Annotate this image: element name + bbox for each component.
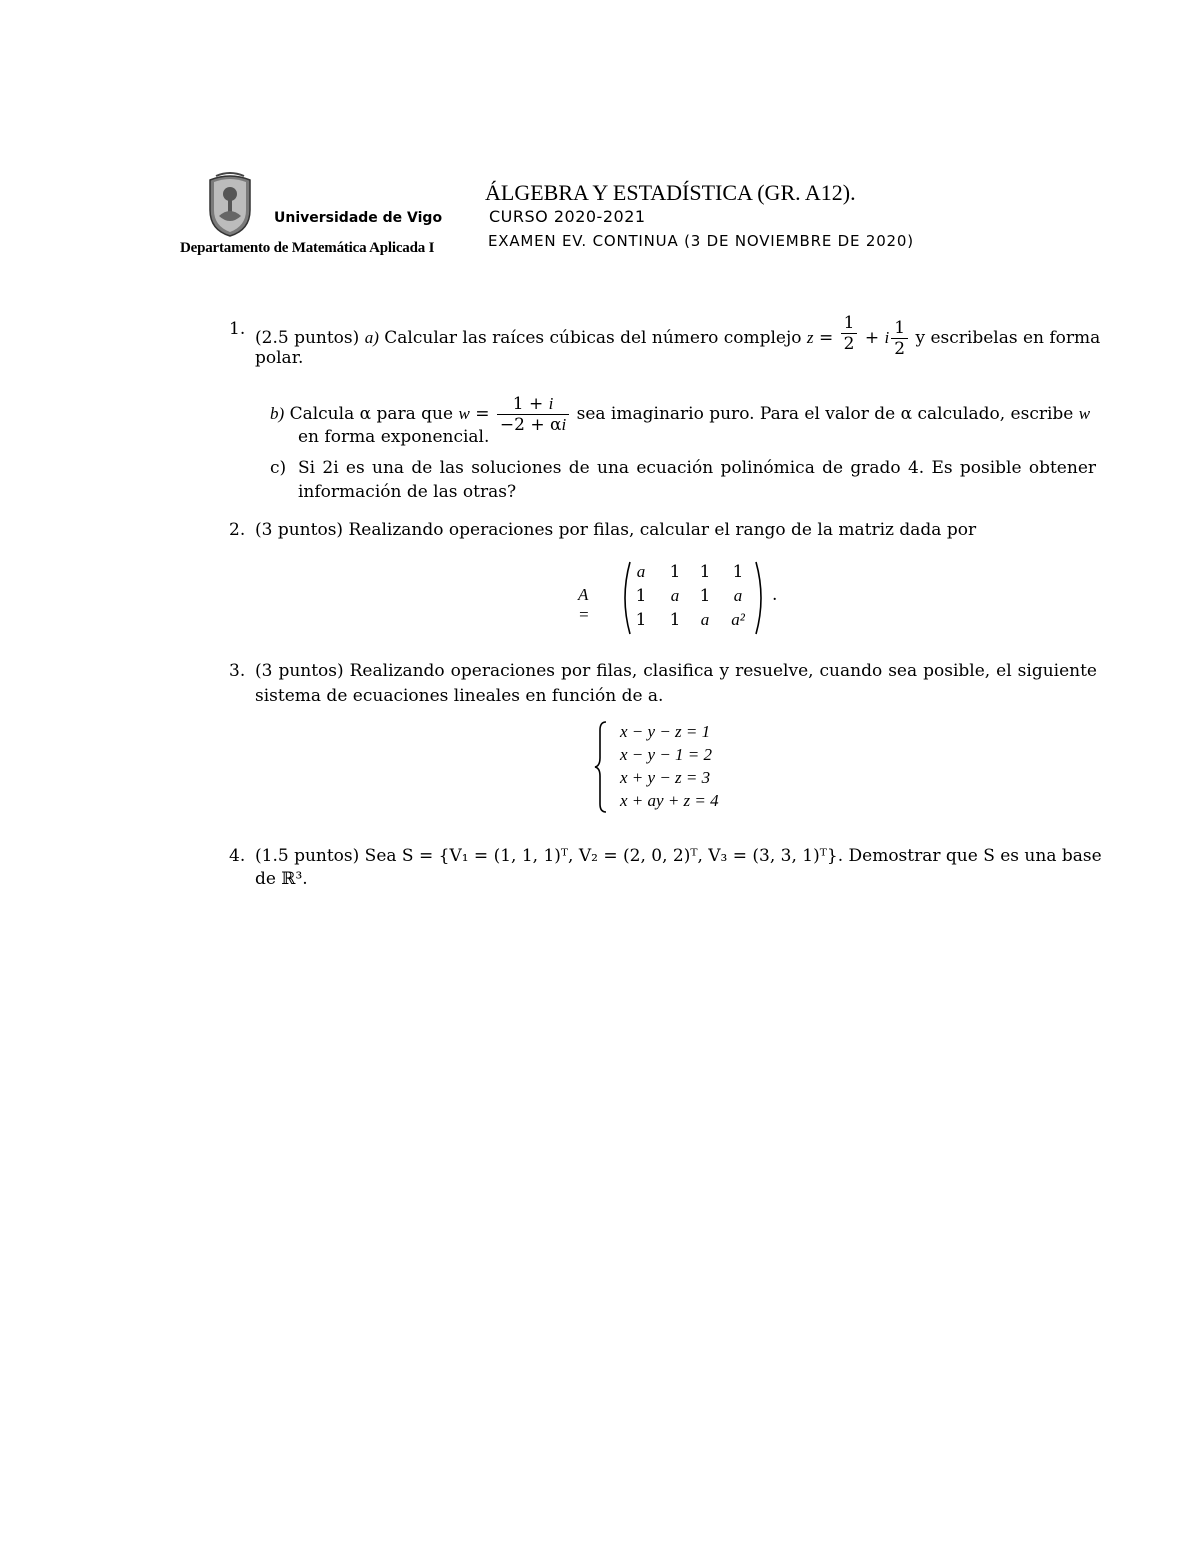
equation: x + y − z = 3 xyxy=(620,768,711,787)
q1-number: 1. xyxy=(229,319,246,339)
matrix-cell: 1 xyxy=(699,586,711,606)
q3-line2: sistema de ecuaciones lineales en función de a. xyxy=(255,686,664,706)
q3-line1: (3 puntos) Realizando operaciones por filas, clasifica y resuelve, cuando sea posible, el siguiente xyxy=(255,661,1097,681)
q1-c-line1: Si 2i es una de las soluciones de una ecuación polinómica de grado 4. Es posible obtener xyxy=(298,458,1096,478)
equation: x + ay + z = 4 xyxy=(620,791,719,810)
university-seal-icon xyxy=(206,170,254,238)
equation: x − y − 1 = 2 xyxy=(620,745,713,764)
matrix-cell: 1 xyxy=(699,562,711,582)
q2-text: (3 puntos) Realizando operaciones por filas, calcular el rango de la matriz dada por xyxy=(255,520,977,540)
matrix-cell: 1 xyxy=(635,610,647,630)
q2-number: 2. xyxy=(229,520,246,540)
equation: x − y − z = 1 xyxy=(620,722,711,741)
matrix-cell: a xyxy=(670,586,680,605)
q1-part-a: (2.5 puntos) a) Calcular las raíces cúbicas del número complejo z = $\frac{1}{2}$ + i $\frac{1}{2}$ y escribelas en forma xyxy=(255,313,1101,359)
matrix-cell: 1 xyxy=(669,610,681,630)
q1-b-label: b) xyxy=(270,404,285,423)
q1-a-line2: polar. xyxy=(255,348,304,368)
exam-subtitle: EXAMEN EV. CONTINUA (3 DE NOVIEMBRE DE 2020) xyxy=(488,232,914,250)
matrix-cell: 1 xyxy=(635,586,647,606)
q1-a-text: Calcular las raíces cúbicas del número complejo xyxy=(384,328,802,348)
exam-title: ÁLGEBRA Y ESTADÍSTICA (GR. A12). xyxy=(485,180,856,205)
department-name: Departamento de Matemática Aplicada I xyxy=(180,240,435,256)
matrix-cell: a xyxy=(700,610,710,629)
matrix-cell: a xyxy=(733,586,743,605)
left-brace-icon xyxy=(594,720,610,814)
q1-b-line2: en forma exponencial. xyxy=(298,427,490,447)
exam-page: Universidade de Vigo Departamento de Matemática Aplicada I ÁLGEBRA Y ESTADÍSTICA (GR. A12). CURSO 2020-2021 EXAMEN EV. CONTINUA (3 DE NOVIEMBRE DE 2020) 1. (2.5 puntos) a) Calcular las raíces cúbicas del número complejo z = $\frac{1}{2}$ + i $\frac{1}{2}$ y escribelas en forma polar. b) Calcula α para que w = $\frac{1 + i}{-2 + \alpha i}$ sea imaginario puro. Para el valor de α calculado, escribe w en forma exponencial. c) Si 2i es una de las soluciones de una ecuación polinómica de grado 4. Es posible obtener información de las otras? 2. (3 puntos) Realizando operaciones por filas, calcular el rango de la matriz dada por A = a 1 1 1 1 a 1 a 1 1 a a² . 3. (3 puntos) Realizando operaciones por filas, clasifica y resuelve, cuando sea posible, el siguiente sistema de ecuaciones lineales en función de a. x − y − z = 1 x − y − 1 = 2 x + y − z = 3 x + ay + z = 4 4. (1.5 puntos) Sea S = {V₁ = (1, 1, 1)ᵀ, V₂ = (2, 0, 2)ᵀ, V₃ = (3, 3, 1)ᵀ}. Demostrar que S es una base de ℝ³. xyxy=(0,0,1200,1553)
matrix-cell: a² xyxy=(731,610,745,629)
matrix-cell: a xyxy=(636,562,646,581)
matrix-cell: 1 xyxy=(732,562,744,582)
q4-line1: (1.5 puntos) Sea S = {V₁ = (1, 1, 1)ᵀ, V₂ = (2, 0, 2)ᵀ, V₃ = (3, 3, 1)ᵀ}. Demostrar que S es una base xyxy=(255,846,1102,866)
q1-b-text: Calcula α para que xyxy=(289,404,454,424)
q1-part-b: b) Calcula α para que w = $\frac{1 + i}{-2 + \alpha i}$ sea imaginario puro. Para el valor de α calculado, escribe w xyxy=(270,394,1091,435)
q4-line2: de ℝ³. xyxy=(255,869,308,889)
q4-number: 4. xyxy=(229,846,246,866)
q3-number: 3. xyxy=(229,661,246,681)
q1-a-tail: y escribelas en forma xyxy=(915,328,1101,348)
matrix-label: A = xyxy=(578,585,590,624)
right-paren-icon xyxy=(754,560,768,636)
q1-points: (2.5 puntos) xyxy=(255,328,360,348)
university-name: Universidade de Vigo xyxy=(274,210,443,226)
matrix-cell: 1 xyxy=(669,562,681,582)
q1-b-tail: sea imaginario puro. Para el valor de α calculado, escribe xyxy=(576,404,1074,424)
q1-a-label: a) xyxy=(364,328,379,347)
q1-c-line2: información de las otras? xyxy=(298,482,517,502)
course-year: CURSO 2020-2021 xyxy=(489,207,646,226)
q1-c-label: c) xyxy=(270,458,287,478)
